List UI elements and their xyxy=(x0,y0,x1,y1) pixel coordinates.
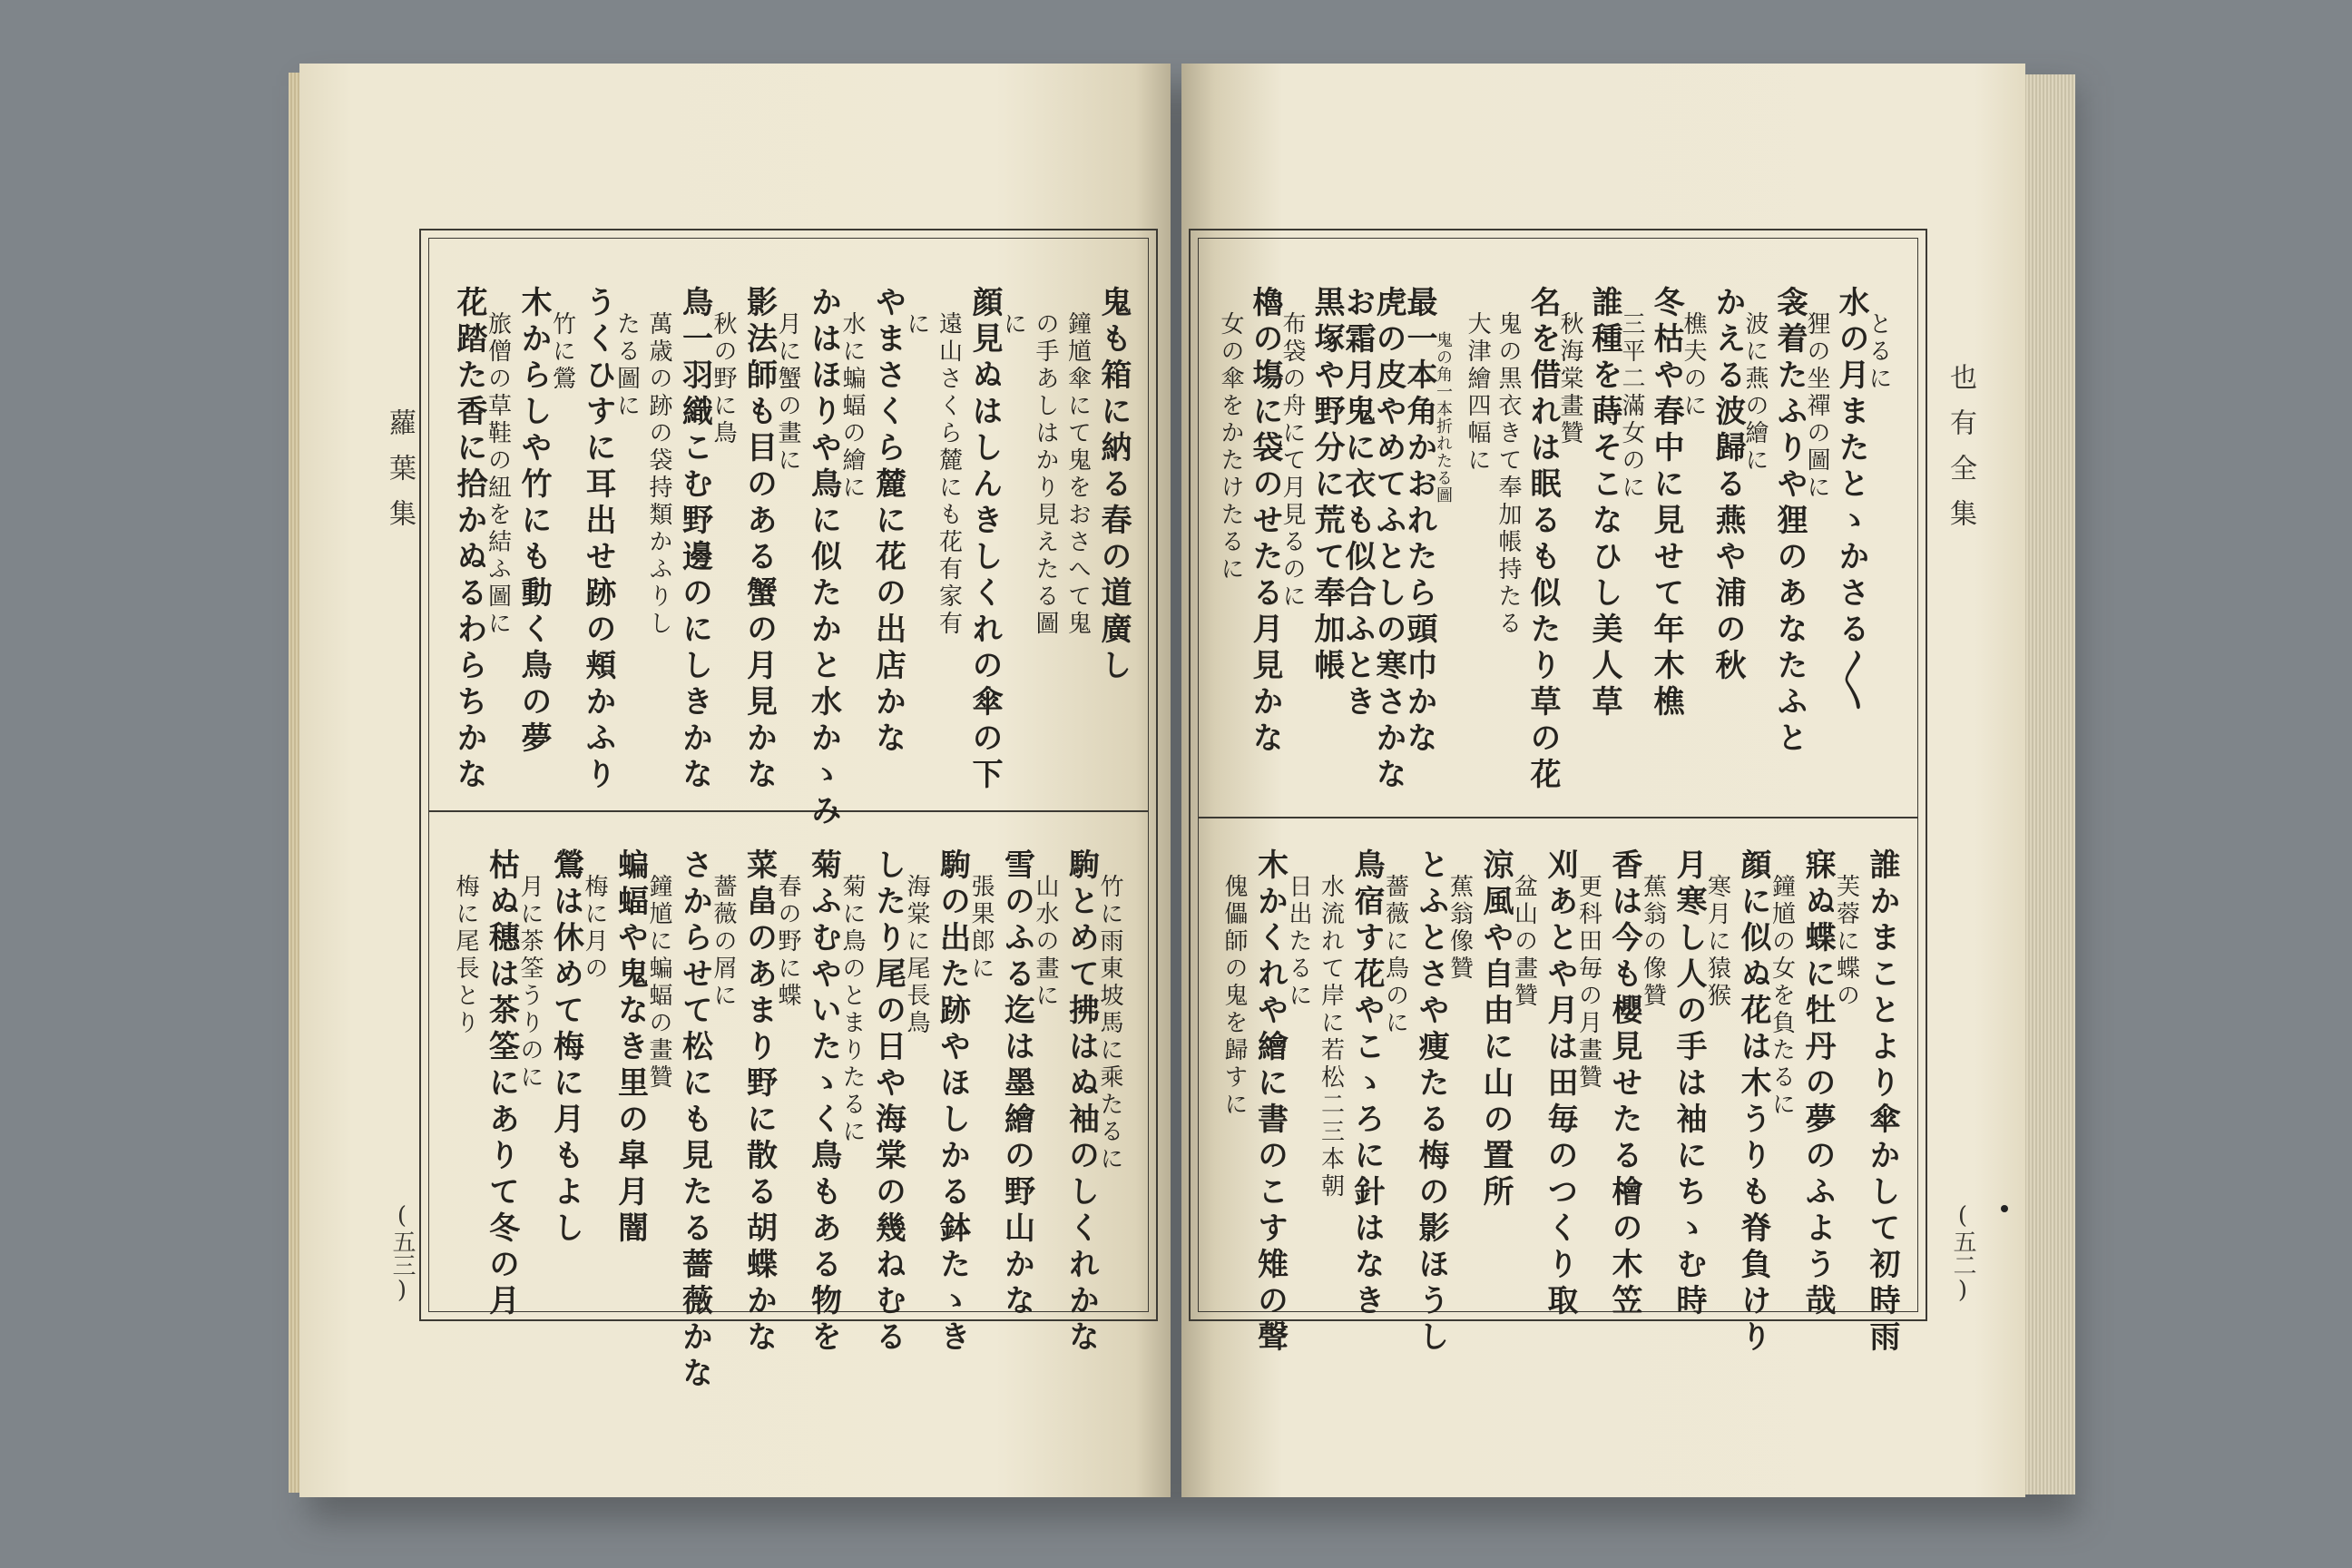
right-page-upper-columns-col-2: 水の月またとゝかさる〱 xyxy=(1833,286,1869,716)
right-page-upper-columns-col-20: 布袋の舟にて月見るのに xyxy=(1279,311,1306,611)
left-page-lower-columns-col-16: 蝙蝠や鬼なき里の皐月闇 xyxy=(612,848,649,1248)
left-page-lower-columns-col-1: 竹に雨東坡馬に乘たるに xyxy=(1096,874,1123,1173)
right-page-lower-columns-col-6: 寒月に猿猴 xyxy=(1703,874,1731,1010)
left-page-upper-columns-col-21: 花踏た香に拾かぬるわらちかな xyxy=(451,286,487,794)
left-page-upper-columns-col-18: 竹に鶯 xyxy=(548,311,576,393)
left-page-upper-columns-col-14: 鳥一羽織こむ野邊のにしきかな xyxy=(676,286,713,794)
left-page-lower-columns-col-6: 駒の出た跡やほしかる鉢たゝき xyxy=(934,848,971,1357)
left-page-upper-columns-col-15: 萬歳の跡の袋持類かふりし xyxy=(645,311,672,638)
right-page-upper-columns-col-1: とるに xyxy=(1865,311,1892,393)
right-page-lower-columns-col-13: 涼風や自由に山の置所 xyxy=(1477,848,1514,1211)
right-page-lower-columns-col-3: 寐ぬ蝶に牡丹の夢のふよう哉 xyxy=(1799,848,1836,1320)
right-page-upper-columns-col-14: 大津繪四幅に xyxy=(1464,311,1491,475)
left-page-lower-columns-col-5: 張果郎に xyxy=(967,874,995,983)
left-page-lower-columns-col-10: 菊ふむやいたゝく鳥もある物を xyxy=(805,848,842,1357)
left-page xyxy=(299,64,1171,1497)
left-page-upper-columns-col-16: たる圖に xyxy=(612,311,641,420)
right-page-upper-columns-col-19: 黒塚や野分に荒て奉加帳 xyxy=(1308,286,1345,685)
right-page-upper-columns-col-17: 虎の皮やめてふとしの寒さかな xyxy=(1370,286,1406,794)
right-page-lower-columns-col-2: 芙蓉に蝶の xyxy=(1832,874,1860,1010)
right-page-lower-columns-col-14: 蕉翁像贊 xyxy=(1446,874,1474,983)
right-page-upper-columns-col-3: 狸の坐禪の圖に xyxy=(1803,311,1830,502)
right-page-lower-columns-col-18: 水流れて岸に若松二三本朝 xyxy=(1317,874,1345,1200)
left-page-lower-columns-col-4: 雪のふる迄は墨繪の野山かな xyxy=(998,848,1035,1320)
running-title-left: 蘿葉集 xyxy=(384,408,416,544)
right-page-upper-columns-col-9: 三平二滿女のに xyxy=(1618,311,1645,502)
left-page-upper-columns-col-17: うくひすに耳出せ跡の頬かふり xyxy=(580,286,616,794)
right-page-upper-columns-col-13: 鬼の黒衣きて奉加帳持たる xyxy=(1494,311,1522,638)
left-page-upper-columns-col-9: 水に蝙蝠の繪に xyxy=(838,311,866,502)
left-page-lower-columns-col-3: 山水の畫に xyxy=(1032,874,1059,1010)
left-page-upper-columns-col-2: 鐘馗傘にて鬼をおさへて鬼 xyxy=(1063,311,1092,638)
left-page-lower-columns-col-14: さからせて松にも見たる薔薇かな xyxy=(676,848,713,1393)
left-page-lower-columns-col-17: 梅に月の xyxy=(581,874,608,983)
left-page-upper-columns-col-7: に xyxy=(903,311,930,338)
right-page-upper-columns-col-7: 樵夫のに xyxy=(1680,311,1707,420)
left-page-lower-columns-col-2: 駒とめて拂はぬ袖のしくれかな xyxy=(1063,848,1100,1357)
left-page-lower-columns-col-15: 鐘馗に蝙蝠の畫贊 xyxy=(645,874,672,1092)
right-page-lower-columns-col-21: 傀儡師の鬼を歸すに xyxy=(1220,874,1248,1119)
left-page-lower-columns-col-18: 鶯は休めて梅に月もよし xyxy=(547,848,584,1248)
right-page-lower-columns-col-4: 鐘馗の女を負たるに xyxy=(1768,874,1796,1119)
right-page-upper-columns-col-22: 女の傘をかたけたるに xyxy=(1217,311,1244,583)
right-page-lower-columns-col-10: 更科田毎の月畫贊 xyxy=(1574,874,1602,1092)
right-page-lower-columns-col-8: 蕉翁の像贊 xyxy=(1639,874,1667,1010)
right-page-lower-columns-col-15: とふとさや痩たる梅の影ほうし xyxy=(1413,848,1449,1357)
left-page-upper-columns-col-13: 秋の野に鳥 xyxy=(710,311,737,447)
running-title-right: 也有全集 xyxy=(1945,363,1976,544)
right-page-lower-columns-col-9: 香は今も櫻見せたる檜の木笠 xyxy=(1606,848,1642,1320)
right-page-upper-columns-col-6: かえる波歸る燕や浦の秋 xyxy=(1710,286,1746,685)
left-page-upper-columns-col-10: かはほりや鳥に似たかと水かゝみ xyxy=(805,286,842,830)
right-page-lower-columns-col-1: 誰かまことより傘かして初時雨 xyxy=(1864,848,1900,1357)
right-page-lower-columns-col-16: 薔薇に鳥のに xyxy=(1381,874,1409,1037)
left-page-upper-columns-col-5: 顔見ぬはしんきしくれの傘の下 xyxy=(966,286,1003,794)
left-page-upper-columns-col-11: 月に蟹の畫に xyxy=(774,311,801,475)
right-divider xyxy=(1198,817,1918,818)
left-page-upper-columns-col-1: 鬼も箱に納る春の道廣し xyxy=(1095,286,1132,685)
left-page-upper-columns-col-20: 旅僧の草鞋の紐を結ふ圖に xyxy=(484,311,512,638)
right-page-upper-columns-col-4: 衾着たふりや狸のあなたふと xyxy=(1771,286,1808,758)
right-page-upper-columns-col-21: 櫓の塲に袋のせたる月見かな xyxy=(1247,286,1283,758)
right-page-upper-columns-col-10: 誰種を蒔そこなひし美人草 xyxy=(1586,286,1622,721)
page-number-right: (五二) xyxy=(1949,1202,1976,1304)
right-page-lower-columns-col-19: 日出たるに xyxy=(1285,874,1312,1010)
left-page-upper-columns-col-19: 木からしや竹にも動く鳥の夢 xyxy=(515,286,552,758)
left-page-lower-columns-col-20: 枯ぬ穗は茶筌にありて冬の月 xyxy=(483,848,520,1320)
left-page-lower-columns-col-9: 菊に鳥のとまりたるに xyxy=(838,874,866,1146)
left-page-lower-columns-col-13: 薔薇の屑に xyxy=(710,874,737,1010)
right-page-upper-columns-col-11: 秋海棠畫贊 xyxy=(1556,311,1583,447)
page-number-left: (五三) xyxy=(388,1202,416,1304)
left-page-lower-columns-col-19: 月に茶筌うりのに xyxy=(516,874,544,1092)
left-page-lower-columns-col-11: 春の野に蝶 xyxy=(774,874,801,1010)
ink-speck xyxy=(2001,1205,2008,1212)
right-page-upper-columns-col-16: 最一本角かおれたら頭巾かな xyxy=(1401,286,1437,758)
right-page-upper-columns-col-18: お霜月鬼に衣も似合ふとき xyxy=(1339,286,1376,721)
left-page-lower-columns-col-7: 海棠に尾長鳥 xyxy=(903,874,930,1037)
right-page-upper-columns-col-15: 鬼の角一本折れたる圖 xyxy=(1434,331,1453,504)
left-page-lower-columns-col-8: したり尾の日や海棠の幾ねむる xyxy=(869,848,906,1357)
right-page-lower-columns-col-20: 木かくれや繪に書のこす雉の聲 xyxy=(1251,848,1289,1357)
left-page-upper-columns-col-4: に xyxy=(999,311,1027,338)
right-page-lower-columns-col-12: 盆山の畫贊 xyxy=(1510,874,1538,1010)
left-page-lower-columns-col-12: 菜畠のあまり野に散る胡蝶かな xyxy=(740,848,778,1357)
right-page xyxy=(1181,64,2025,1497)
right-page-upper-columns-col-8: 冬枯や春中に見せて年木樵 xyxy=(1648,286,1684,721)
left-page-lower-columns-col-21: 梅に尾長とり xyxy=(452,874,479,1037)
right-page-upper-columns-col-5: 波に燕の繪に xyxy=(1741,311,1769,475)
right-page-lower-columns-col-5: 顔に似ぬ花は木うりも脊負けり xyxy=(1735,848,1771,1357)
left-page-upper-columns-col-8: やまさくら麓に花の出店かな xyxy=(869,286,906,758)
right-page-upper-columns-col-12: 名を借れは眠るも似たり草の花 xyxy=(1524,286,1561,794)
left-page-upper-columns-col-3: の手あしはかり見えたる圖 xyxy=(1032,311,1059,638)
right-page-lower-columns-col-17: 鳥宿す花やこゝろに針はなき xyxy=(1348,848,1385,1320)
left-page-upper-columns-col-12: 影法師も目のある蟹の月見かな xyxy=(740,286,778,794)
left-divider xyxy=(428,810,1149,812)
right-page-lower-columns-col-7: 月寒し人の手は袖にちゝむ時 xyxy=(1671,848,1707,1320)
right-page-lower-columns-col-11: 刈あとや月は田毎のつくり取 xyxy=(1542,848,1578,1320)
page-edge-right xyxy=(2019,74,2075,1494)
left-page-upper-columns-col-6: 遠山さくら麓にも花有家有 xyxy=(935,311,963,638)
